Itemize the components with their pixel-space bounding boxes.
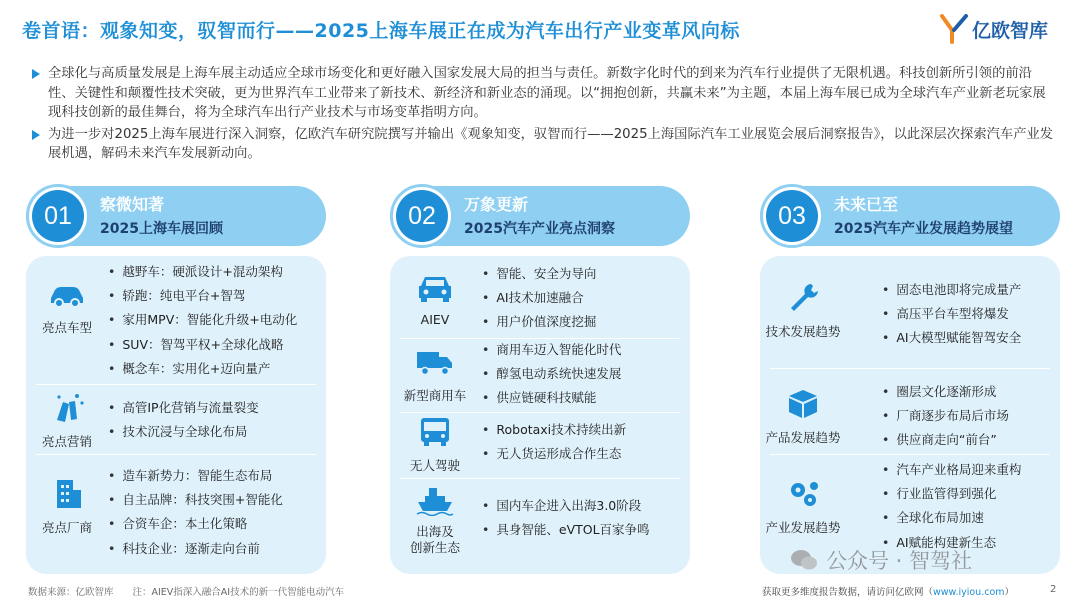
number-badge: 01 <box>26 184 90 248</box>
logo-text: 亿欧智库 <box>972 19 1049 42</box>
item-list <box>482 418 626 466</box>
list-item: • 固态电池即将完成量产 <box>882 278 1021 302</box>
column-panel <box>26 256 326 574</box>
item-list <box>108 464 283 561</box>
list-item: • SUV：智驾平权+全球化战略 <box>108 333 297 357</box>
triangle-bullet-icon <box>32 69 40 79</box>
triangle-bullet-icon <box>32 130 40 140</box>
logo <box>940 14 1048 44</box>
celebration-icon <box>47 392 87 424</box>
category: 亮点厂商 <box>34 478 100 536</box>
column-header <box>760 186 1060 246</box>
logo-mark-icon <box>940 14 968 44</box>
category: 亮点营销 <box>34 392 100 450</box>
list-item: • 用户价值深度挖掘 <box>482 310 596 334</box>
item-list <box>882 278 1021 351</box>
site-link[interactable]: www.iyiou.com <box>933 587 1005 598</box>
list-item: • 供应商走向“前台” <box>882 428 1009 452</box>
truck-icon <box>415 346 455 378</box>
car-front-icon <box>415 272 455 304</box>
list-item: • 供应链硬科技赋能 <box>482 386 621 410</box>
item-list <box>108 396 259 444</box>
gears-icon <box>783 478 823 510</box>
list-item: • 高压平台车型将爆发 <box>882 302 1021 326</box>
item-list <box>482 262 596 335</box>
bus-icon <box>415 416 455 448</box>
list-item: • 全球化布局加速 <box>882 506 1021 530</box>
list-item: • 越野车：硬派设计+混动架构 <box>108 260 297 284</box>
list-item: • 无人货运形成合作生态 <box>482 442 626 466</box>
column-subtitle: 2025上海车展回顾 <box>100 221 223 237</box>
list-item: • AI技术加速融合 <box>482 286 596 310</box>
wrench-icon <box>783 282 823 314</box>
category: 亮点车型 <box>34 278 100 336</box>
column-title: 万象更新 <box>464 195 529 214</box>
item-list <box>482 494 650 542</box>
list-item: • Robotaxi技术持续出新 <box>482 418 626 442</box>
category: 新型商用车 <box>402 346 468 404</box>
category: 产业发展趋势 <box>764 478 842 536</box>
divider <box>400 478 680 479</box>
intro-paragraph: 为进一步对2025上海车展进行深入洞察，亿欧汽车研究院撰写并输出《观象知变，驭智而行——2025上海国际汽车工业展览会展后洞察报告》，以此深层次探索汽车产业发展机遇，解码未来汽车发展新动向。 <box>28 125 1058 164</box>
list-item: • 行业监管得到强化 <box>882 482 1021 506</box>
list-item: • AI赋能构建新生态 <box>882 531 1021 555</box>
column-title: 未来已至 <box>834 195 899 214</box>
column-panel <box>760 256 1060 574</box>
item-list <box>108 260 297 381</box>
list-item: • 商用车迈入智能化时代 <box>482 338 621 362</box>
page-number: 2 <box>1050 584 1057 595</box>
column-title: 察微知著 <box>100 195 165 214</box>
column-insight <box>390 186 690 555</box>
source-note: 数据来源：亿欧智库 注：AIEV指深入融合AI技术的新一代智能电动汽车 <box>28 587 345 598</box>
list-item: • 国内车企进入出海3.0阶段 <box>482 494 650 518</box>
column-review <box>26 186 326 556</box>
list-item: • 智能、安全为导向 <box>482 262 596 286</box>
list-item: • 圈层文化逐渐形成 <box>882 380 1009 404</box>
list-item: • AI大模型赋能智驾安全 <box>882 326 1021 350</box>
footer-link-text: 获取更多维度报告数据，请访问亿欧网（www.iyiou.com） <box>762 587 1015 598</box>
item-list <box>882 380 1009 453</box>
intro-text <box>28 64 1058 166</box>
list-item: • 家用MPV：智能化升级+电动化 <box>108 308 297 332</box>
number-badge: 02 <box>390 184 454 248</box>
item-list <box>482 338 621 411</box>
page-title: 卷首语：观象知变，驭智而行——2025上海车展正在成为汽车出行产业变革风向标 <box>22 20 740 42</box>
list-item: • 自主品牌：科技突围+智能化 <box>108 488 283 512</box>
category: AIEV <box>402 272 468 327</box>
list-item: • 汽车产业格局迎来重构 <box>882 458 1021 482</box>
list-item: • 技术沉浸与全球化布局 <box>108 420 259 444</box>
column-subtitle: 2025汽车产业亮点洞察 <box>464 221 615 237</box>
list-item: • 合资车企：本土化策略 <box>108 512 283 536</box>
watermark: 公众号 · 智驾社 <box>790 545 972 575</box>
column-trends <box>760 186 1060 550</box>
intro-paragraph: 全球化与高质量发展是上海车展主动适应全球市场变化和更好融入国家发展大局的担当与责任。新数字化时代的到来为汽车行业提供了无限机遇。科技创新所引领的前沿性、关键性和颠覆性技术突破，更为世界汽车工业带来了新技术、新经济和新业态的涌现。以“拥抱创新，共赢未来”为主题，本届上海车展已成为全球汽车产业新老玩家展现科技创新的最佳舞台，将为全球汽车出行产业技术与市场变革指明方向。 <box>28 64 1058 123</box>
divider <box>36 454 316 455</box>
item-list <box>882 458 1021 555</box>
category: 无人驾驶 <box>402 416 468 474</box>
divider <box>770 454 1050 455</box>
divider <box>36 384 316 385</box>
ship-icon <box>415 484 455 516</box>
column-panel <box>390 256 690 574</box>
list-item: • 高管IP化营销与流量裂变 <box>108 396 259 420</box>
list-item: • 具身智能、eVTOL百家争鸣 <box>482 518 650 542</box>
list-item: • 造车新势力：智能生态布局 <box>108 464 283 488</box>
list-item: • 轿跑：纯电平台+智驾 <box>108 284 297 308</box>
list-item: • 概念车：实用化+迈向量产 <box>108 357 297 381</box>
cube-icon <box>783 388 823 420</box>
building-icon <box>47 478 87 510</box>
divider <box>400 412 680 413</box>
category: 出海及 创新生态 <box>402 484 468 556</box>
column-header <box>26 186 326 246</box>
wechat-icon <box>790 548 818 572</box>
list-item: • 醇氢电动系统快速发展 <box>482 362 621 386</box>
column-subtitle: 2025汽车产业发展趋势展望 <box>834 221 1013 237</box>
number-badge: 03 <box>760 184 824 248</box>
divider <box>770 368 1050 369</box>
car-icon <box>47 278 87 310</box>
category: 产品发展趋势 <box>764 388 842 446</box>
column-header <box>390 186 690 246</box>
list-item: • 科技企业：逐渐走向台前 <box>108 537 283 561</box>
list-item: • 厂商逐步布局后市场 <box>882 404 1009 428</box>
category: 技术发展趋势 <box>764 282 842 340</box>
